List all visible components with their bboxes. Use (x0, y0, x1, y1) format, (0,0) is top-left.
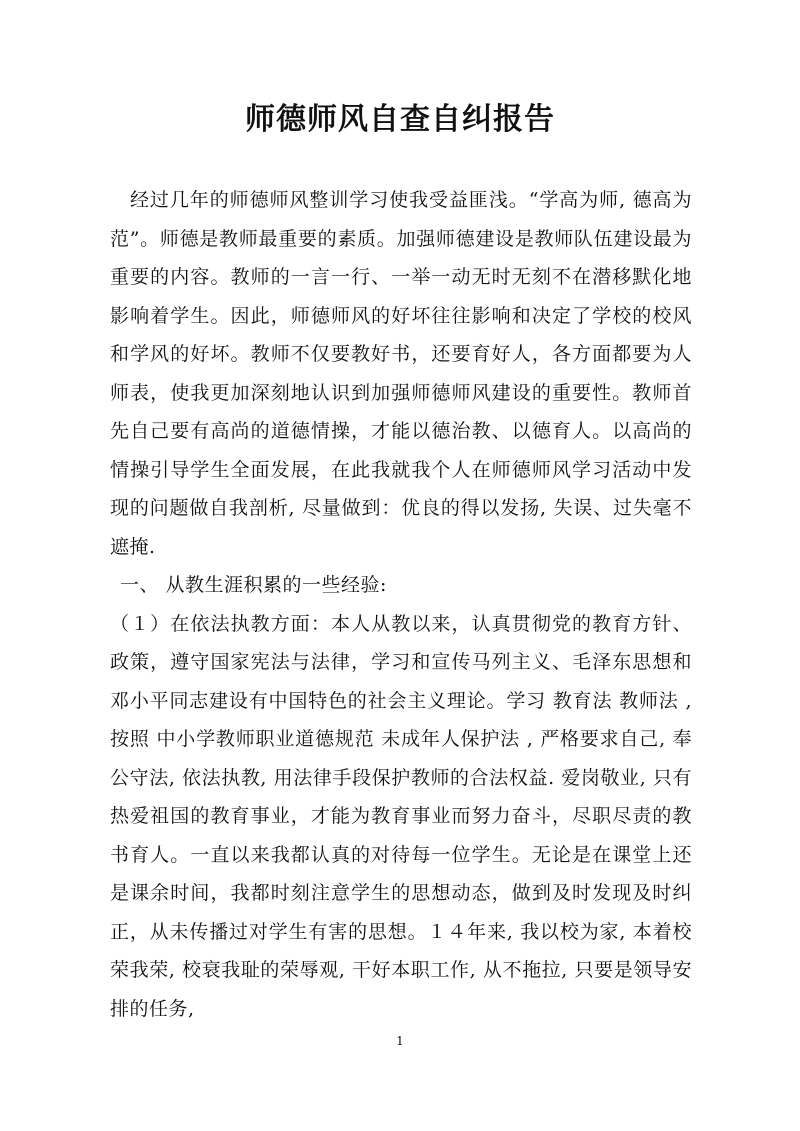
paragraph-intro: 经过几年的师德师风整训学习使我受益匪浅。“学高为师, 德高为范”。师德是教师最重要的素质。加强师德建设是教师队伍建设最为重要的内容。教师的一言一行、一举一动无时无刻不在潜移默化地影响着学生。因此，师德师风的好坏往往影响和决定了学校的校风和学风的好坏。教师不仅要教好书，还要育好人，各方面都要为人师表，使我更加深刻地认识到加强师德师风建设的重要性。教师首先自己要有高尚的道德情操，才能以德治教、以德育人。以高尚的情操引导学生全面发展，在此我就我个人在师德师风学习活动中发现的问题做自我剖析, 尽量做到：优良的得以发扬, 失误、过失毫不遮掩. (110, 189, 692, 558)
section-heading: 一、 从教生涯积累的一些经验: (120, 574, 387, 596)
paragraph-item-1: （１）在依法执教方面：本人从教以来，认真贯彻党的教育方针、政策，遵守国家宪法与法律，学习和宣传马列主义、毛泽东思想和邓小平同志建设有中国特色的社会主义理论。学习 教育法 教师法 , 按照 中小学教师职业道德规范 未成年人保护法 , 严格要求自己, 奉公守法, 依法执教, 用法律手段保护教师的合法权益. 爱岗敬业, 只有热爱祖国的教育事业，才能为教育事业而努力奋斗，尽职尽责的教书育人。一直以来我都认真的对待每一位学生。无论是在课堂上还是课余时间，我都时刻注意学生的思想动态，做到及时发现及时纠正，从未传播过对学生有害的思想。１４年来, 我以校为家, 本着校荣我荣, 校衰我耻的荣辱观, 干好本职工作, 从不拖拉, 只要是领导安排的任务, (110, 612, 692, 1020)
page-number: 1 (396, 1034, 404, 1048)
document-body (110, 181, 692, 1028)
document-title: 师德师风自查自纠报告 (245, 102, 555, 137)
